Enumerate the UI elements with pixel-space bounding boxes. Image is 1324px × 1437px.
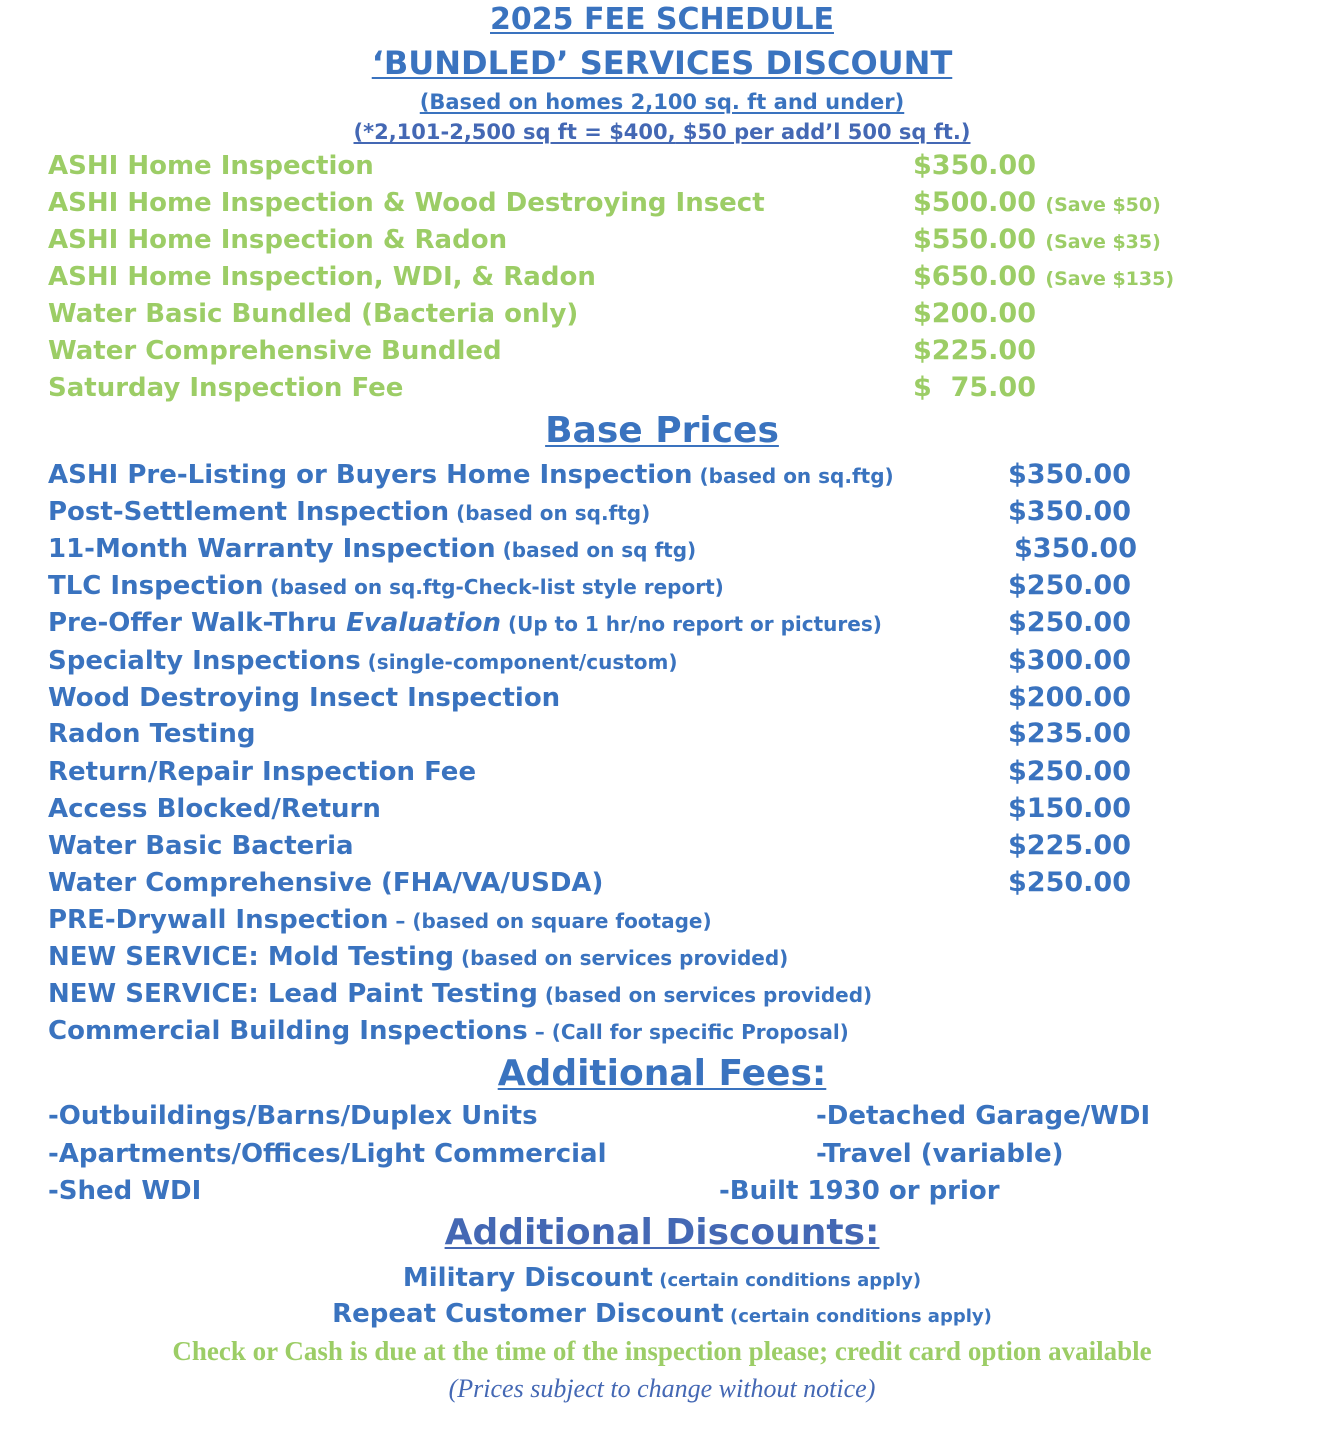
bundled-label: ASHI Home Inspection <box>48 151 374 181</box>
discount-label: Military Discount <box>402 1263 653 1293</box>
discount-label: Repeat Customer Discount <box>332 1299 724 1329</box>
size-note-b: $50 per add’l 500 sq ft.) <box>675 120 971 144</box>
bundled-price <box>913 151 1036 181</box>
base-item <box>48 979 872 1010</box>
additional-discounts-heading: Additional Discounts: <box>444 1212 880 1253</box>
base-item-label: Pre-Offer Walk-Thru <box>48 608 347 638</box>
fee-item: -Outbuildings/Barns/Duplex Units <box>48 1101 538 1131</box>
base-item-label: Water Basic Bacteria <box>48 831 354 861</box>
discount-note: (certain conditions apply) <box>652 1270 922 1291</box>
base-item <box>48 534 696 565</box>
base-item-price: $250.00 <box>1008 756 1131 787</box>
bundled-savings: (Save $135) <box>1045 268 1175 290</box>
base-item <box>48 460 894 491</box>
base-item-note: (based on sq.ftg-Check-list style report) <box>263 575 724 599</box>
fee-item: -Shed WDI <box>48 1176 202 1206</box>
base-item <box>48 757 476 787</box>
bundled-price <box>913 225 1161 257</box>
bundled-price-value: $350.00 <box>913 150 1036 181</box>
base-item <box>48 719 255 749</box>
base-item-label: 11-Month Warranty Inspection <box>48 534 496 564</box>
base-item-price: $200.00 <box>1008 682 1131 713</box>
fee-item: -Apartments/Offices/Light Commercial <box>48 1139 607 1169</box>
base-item-price: $150.00 <box>1008 793 1131 824</box>
bundled-savings: (Save $35) <box>1045 231 1161 253</box>
base-item <box>48 905 712 936</box>
base-item-label: Water Comprehensive (FHA/VA/USDA) <box>48 868 604 898</box>
base-item-label: NEW SERVICE: Lead Paint Testing <box>48 979 538 1009</box>
base-item-note: (Up to 1 hr/no report or pictures) <box>501 612 882 636</box>
basis-note: (Based on homes 2,100 sq. ft and under) <box>419 90 905 114</box>
bundled-savings: (Save $50) <box>1045 194 1161 216</box>
size-note <box>0 119 1324 145</box>
base-item-price: $235.00 <box>1008 718 1131 749</box>
bundled-price <box>913 373 1036 403</box>
base-item-label: Access Blocked/Return <box>48 794 381 824</box>
base-item-note: – (Call for specific Proposal) <box>527 1020 849 1044</box>
bundled-price-value: $550.00 <box>913 224 1036 255</box>
base-item-italic: Evaluation <box>346 608 502 638</box>
base-item-note: (based on services provided) <box>537 983 873 1007</box>
payment-note: Check or Cash is due at the time of the inspection please; credit card option available <box>172 1336 1152 1366</box>
base-item-note: (based on sq ftg) <box>495 538 697 562</box>
base-item <box>48 497 650 528</box>
base-item-price: $250.00 <box>1008 867 1131 898</box>
base-item <box>48 831 354 861</box>
base-item <box>48 1016 849 1047</box>
base-item-price: $300.00 <box>1008 645 1131 676</box>
base-item-note: (based on sq.ftg) <box>692 464 894 488</box>
base-item <box>48 571 724 602</box>
page-title: 2025 FEE SCHEDULE <box>490 2 834 37</box>
fee-item: -Travel (variable) <box>816 1139 1064 1169</box>
bundled-label: ASHI Home Inspection & Radon <box>48 225 508 255</box>
base-item <box>48 608 882 639</box>
base-item <box>48 683 560 713</box>
base-item-price: $350.00 <box>1008 459 1131 490</box>
base-item-price: $350.00 <box>1008 496 1131 527</box>
base-item-label: Commercial Building Inspections <box>48 1016 528 1046</box>
base-item-price: $250.00 <box>1008 607 1131 638</box>
base-item-label: Return/Repair Inspection Fee <box>48 757 477 787</box>
bundled-price-value: $650.00 <box>913 261 1036 292</box>
bundled-label: ASHI Home Inspection, WDI, & Radon <box>48 262 596 292</box>
bundled-price <box>913 188 1161 220</box>
base-item-label: TLC Inspection <box>48 571 264 601</box>
bundled-label: Saturday Inspection Fee <box>48 373 404 403</box>
base-prices-heading: Base Prices <box>545 410 779 451</box>
discount-item <box>0 1263 1324 1296</box>
bundled-price-value: $500.00 <box>913 187 1036 218</box>
base-item <box>48 794 381 824</box>
bundled-price <box>913 262 1174 294</box>
base-item-label: Wood Destroying Insect Inspection <box>48 683 561 713</box>
discount-note: (certain conditions apply) <box>723 1306 992 1327</box>
bundled-price-value: $225.00 <box>913 335 1036 366</box>
base-item-label: NEW SERVICE: Mold Testing <box>48 942 455 972</box>
base-item-label: Specialty Inspections <box>48 646 361 676</box>
base-item <box>48 646 678 677</box>
bundled-label: ASHI Home Inspection & Wood Destroying Insect <box>48 188 765 218</box>
base-item-label: ASHI Pre-Listing or Buyers Home Inspection <box>48 460 693 490</box>
base-item <box>48 942 788 973</box>
price-disclaimer: (Prices subject to change without notice) <box>448 1374 876 1403</box>
base-item-label: Post-Settlement Inspection <box>48 497 450 527</box>
bundled-price-value: $200.00 <box>913 298 1036 329</box>
base-item-label: PRE-Drywall Inspection <box>48 905 389 935</box>
fee-item: -Built 1930 or prior <box>719 1176 1000 1206</box>
discount-item <box>0 1299 1324 1332</box>
base-item-note: – (based on square footage) <box>388 909 712 933</box>
bundled-price <box>913 336 1036 366</box>
base-item-note: (single-component/custom) <box>360 650 678 674</box>
bundled-price-value: $ 75.00 <box>913 372 1036 403</box>
base-item <box>48 868 603 898</box>
bundled-label: Water Comprehensive Bundled <box>48 336 502 366</box>
base-item-label: Radon Testing <box>48 719 256 749</box>
base-item-price: $350.00 <box>1014 533 1137 564</box>
base-item-note: (based on services provided) <box>454 946 789 970</box>
base-item-price: $225.00 <box>1008 830 1131 861</box>
bundled-label: Water Basic Bundled (Bacteria only) <box>48 299 579 329</box>
bundled-price <box>913 299 1036 329</box>
fee-item: -Detached Garage/WDI <box>816 1101 1151 1131</box>
additional-fees-heading: Additional Fees: <box>497 1053 827 1094</box>
base-item-note: (based on sq.ftg) <box>449 501 651 525</box>
page-subtitle: ‘BUNDLED’ SERVICES DISCOUNT <box>371 44 953 82</box>
base-item-price: $250.00 <box>1008 570 1131 601</box>
size-note-a: (*2,101-2,500 sq ft = $400, <box>353 120 676 144</box>
